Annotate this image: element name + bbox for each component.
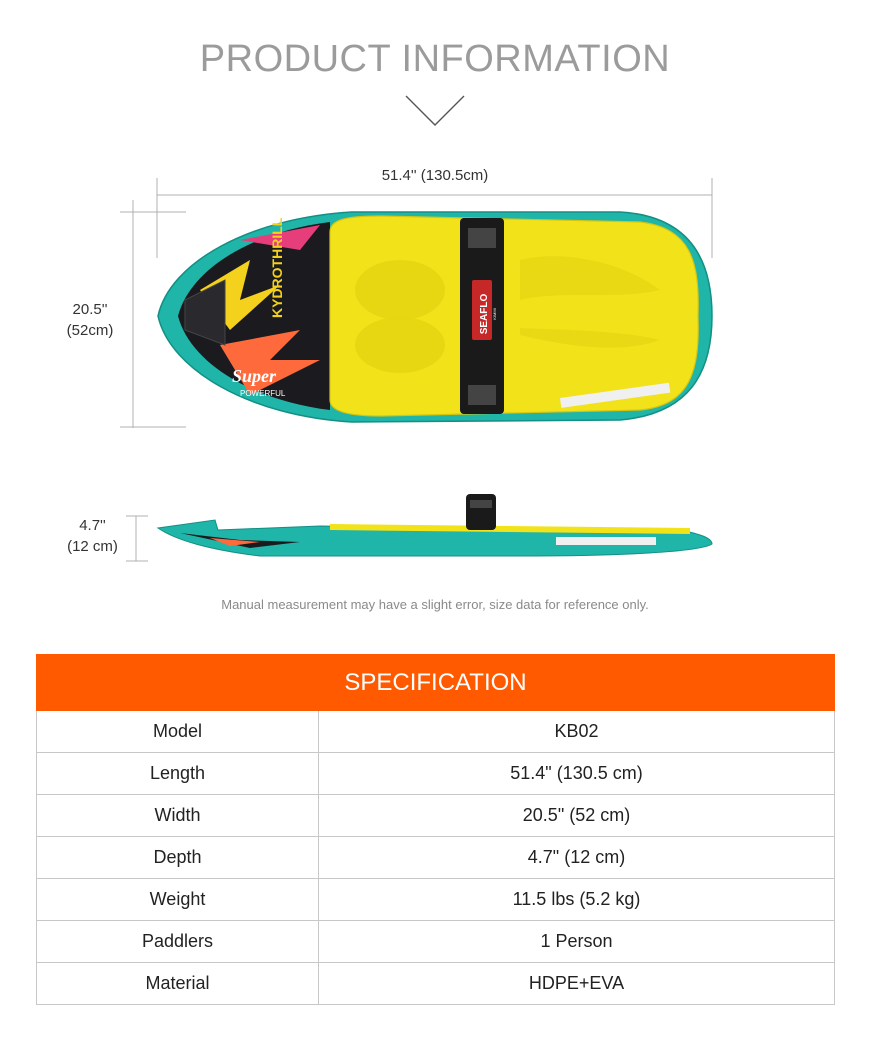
width-dimension-cm: (52cm): [66, 322, 114, 339]
kneeboard-side-view: [158, 494, 712, 556]
spec-label-paddlers: Paddlers: [37, 921, 319, 962]
board-text-super: Super: [232, 366, 277, 386]
spec-label-depth: Depth: [37, 837, 319, 878]
spec-value-length: 51.4" (130.5 cm): [510, 763, 643, 783]
spec-value-material: HDPE+EVA: [528, 973, 625, 993]
spec-value-paddlers: 1 Person: [540, 931, 613, 951]
kneeboard-top-view: [158, 212, 712, 422]
length-dimension-label: 51.4'' (130.5cm): [381, 167, 489, 184]
spec-label-weight: Weight: [37, 879, 319, 920]
table-row: [36, 963, 835, 1005]
depth-dimension-inches: 4.7'': [79, 517, 106, 534]
board-brand-sub: KIMMI: [492, 308, 497, 320]
board-brand-seaflo: SEAFLO: [479, 293, 490, 335]
depth-dimension-cm: (12 cm): [67, 538, 118, 555]
spec-label-material: Material: [37, 963, 319, 1004]
spec-value-model: KB02: [554, 721, 599, 741]
specification-title: SPECIFICATION: [36, 654, 835, 711]
spec-label-model: Model: [37, 711, 319, 752]
table-row: [36, 921, 835, 963]
spec-value-width: 20.5" (52 cm): [522, 805, 631, 825]
measurement-note: Manual measurement may have a slight error, size data for reference only.: [221, 597, 649, 612]
spec-label-length: Length: [37, 753, 319, 794]
spec-value-weight: 11.5 lbs (5.2 kg): [512, 889, 641, 909]
specification-table: [36, 654, 835, 1005]
board-text-powerful: POWERFUL: [240, 389, 286, 398]
table-row: [36, 879, 835, 921]
table-row: [36, 837, 835, 879]
spec-value-depth: 4.7" (12 cm): [527, 847, 626, 867]
chevron-down-icon: [404, 94, 466, 128]
table-row: [36, 753, 835, 795]
spec-label-width: Width: [37, 795, 319, 836]
table-row: [36, 795, 835, 837]
width-dimension-inches: 20.5'': [72, 301, 108, 318]
kneeboard-illustration: [0, 150, 870, 580]
page-title: PRODUCT INFORMATION: [199, 38, 671, 80]
board-text-kydrothrill: KYDROTHRILL: [269, 217, 285, 318]
table-row: [36, 711, 835, 753]
